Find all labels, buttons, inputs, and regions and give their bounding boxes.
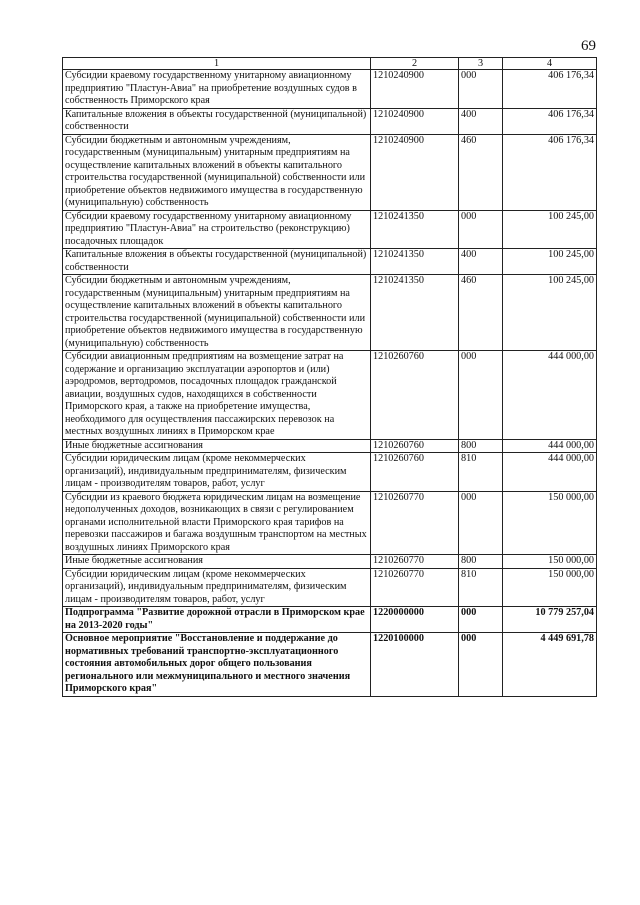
row-name-cell: Субсидии бюджетным и автономным учреждениям, государственным (муниципальным) унитарным предприятиям на осуществление капитальных вложений в объекты капитального строительства государственной (муниципальной) собственности или приобретение объектов недвижимого имущества в государственную (муниципальную) собственность [63,134,371,210]
row-code-cell: 1210260760 [371,453,459,492]
row-code-cell: 1210241350 [371,249,459,275]
row-name-cell: Иные бюджетные ассигнования [63,555,371,569]
row-name-cell: Субсидии краевому государственному унитарному авиационному предприятию "Пластун-Авиа" на приобретение воздушных судов в собственность Приморского края [63,70,371,109]
row-name-cell: Субсидии краевому государственному унитарному авиационному предприятию "Пластун-Авиа" на строительство (реконструкцию) посадочных площадок [63,210,371,249]
table-row [63,633,597,697]
row-amount-cell: 406 176,34 [503,134,597,210]
row-kind-cell: 460 [459,275,503,351]
row-amount-cell: 150 000,00 [503,555,597,569]
row-code-cell: 1210240900 [371,70,459,109]
row-amount-cell: 444 000,00 [503,351,597,440]
row-kind-cell: 000 [459,607,503,633]
row-kind-cell: 000 [459,70,503,109]
table-row [63,351,597,440]
table-row [63,568,597,607]
table-row [63,491,597,555]
row-code-cell: 1210260760 [371,351,459,440]
row-kind-cell: 000 [459,491,503,555]
row-code-cell: 1210260770 [371,491,459,555]
page-number: 69 [581,38,596,54]
row-code-cell: 1210240900 [371,134,459,210]
row-amount-cell: 444 000,00 [503,439,597,453]
row-code-cell: 1220100000 [371,633,459,697]
table-row [63,134,597,210]
table-row [63,249,597,275]
row-name-cell: Субсидии бюджетным и автономным учреждениям, государственным (муниципальным) унитарным предприятиям на осуществление капитальных вложений в объекты капитального строительства государственной (муниципальной) собственности или приобретение объектов недвижимого имущества в государственную (муниципальную) собственность [63,275,371,351]
row-kind-cell: 400 [459,108,503,134]
row-kind-cell: 800 [459,555,503,569]
row-name-cell: Субсидии из краевого бюджета юридическим лицам на возмещение недополученных доходов, возникающих в связи с регулированием органами исполнительной власти Приморского края тарифов на перевозки пассажиров и багажа воздушным транспортом на местных воздушных линиях Приморского края [63,491,371,555]
row-code-cell: 1210260770 [371,555,459,569]
row-amount-cell: 406 176,34 [503,70,597,109]
table-row [63,210,597,249]
row-name-cell: Капитальные вложения в объекты государственной (муниципальной) собственности [63,108,371,134]
column-header-amount: 4 [503,58,597,70]
table-row [63,453,597,492]
row-amount-cell: 4 449 691,78 [503,633,597,697]
column-header-kind: 3 [459,58,503,70]
row-name-cell: Иные бюджетные ассигнования [63,439,371,453]
row-name-cell: Подпрограмма "Развитие дорожной отрасли в Приморском крае на 2013-2020 годы" [63,607,371,633]
row-kind-cell: 800 [459,439,503,453]
table-row [63,108,597,134]
row-kind-cell: 810 [459,453,503,492]
row-code-cell: 1210240900 [371,108,459,134]
row-code-cell: 1210241350 [371,275,459,351]
row-amount-cell: 100 245,00 [503,275,597,351]
row-kind-cell: 000 [459,633,503,697]
row-name-cell: Субсидии юридическим лицам (кроме некоммерческих организаций), индивидуальным предпринимателям, физическим лицам - производителям товаров, работ, услуг [63,453,371,492]
row-code-cell: 1220000000 [371,607,459,633]
row-name-cell: Субсидии авиационным предприятиям на возмещение затрат на содержание и организацию эксплуатации аэропортов и (или) аэродромов, вертодромов, посадочных площадок гражданской авиации, воздушных судов, находящихся в собственности Приморского края, а также на приобретение имущества, необходимого для осуществления пассажирских перевозок на местных воздушных линиях в Приморском крае [63,351,371,440]
row-name-cell: Капитальные вложения в объекты государственной (муниципальной) собственности [63,249,371,275]
table-row [63,607,597,633]
row-name-cell: Основное мероприятие "Восстановление и поддержание до нормативных требований транспортно-эксплуатационного состояния автомобильных дорог общего пользования регионального или межмуниципального и местного значения Приморского края" [63,633,371,697]
row-kind-cell: 400 [459,249,503,275]
table-row [63,275,597,351]
table-row [63,70,597,109]
row-amount-cell: 150 000,00 [503,491,597,555]
row-amount-cell: 100 245,00 [503,210,597,249]
column-number-row [63,58,597,70]
row-code-cell: 1210241350 [371,210,459,249]
row-amount-cell: 150 000,00 [503,568,597,607]
column-header-code: 2 [371,58,459,70]
row-amount-cell: 100 245,00 [503,249,597,275]
row-kind-cell: 000 [459,351,503,440]
row-code-cell: 1210260760 [371,439,459,453]
row-amount-cell: 406 176,34 [503,108,597,134]
column-header-name: 1 [63,58,371,70]
row-code-cell: 1210260770 [371,568,459,607]
table-row [63,555,597,569]
row-kind-cell: 460 [459,134,503,210]
table-row [63,439,597,453]
row-amount-cell: 10 779 257,04 [503,607,597,633]
row-kind-cell: 000 [459,210,503,249]
row-name-cell: Субсидии юридическим лицам (кроме некоммерческих организаций), индивидуальным предпринимателям, физическим лицам - производителям товаров, работ, услуг [63,568,371,607]
row-amount-cell: 444 000,00 [503,453,597,492]
row-kind-cell: 810 [459,568,503,607]
budget-table [62,57,597,697]
